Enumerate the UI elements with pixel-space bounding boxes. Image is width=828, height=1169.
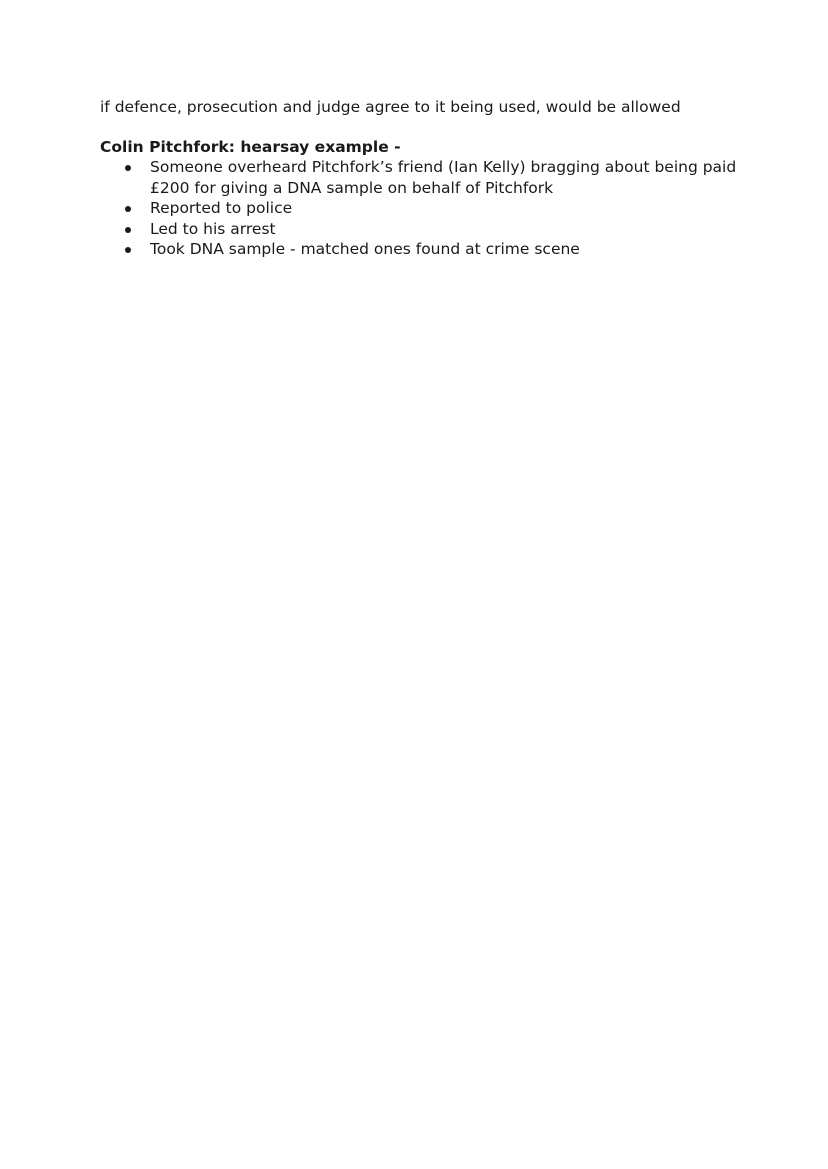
list-item xyxy=(100,157,740,198)
list-item-text: Took DNA sample - matched ones found at crime scene xyxy=(150,240,580,258)
section-heading: Colin Pitchfork: hearsay example - xyxy=(100,137,401,156)
list-item-text: Reported to police xyxy=(150,199,293,217)
bullet-icon xyxy=(125,206,131,212)
list-item xyxy=(100,239,740,260)
intro-line: if defence, prosecution and judge agree to it being used, would be allowed xyxy=(100,98,681,116)
bullet-icon xyxy=(125,247,131,253)
list-item-text: Someone overheard Pitchfork’s friend (Ian Kelly) bragging about being paid £200 for giving a DNA sample on behalf of Pitchfork xyxy=(150,158,737,197)
document-body xyxy=(100,97,740,260)
bullet-list xyxy=(100,157,740,260)
list-item-text: Led to his arrest xyxy=(150,219,276,238)
bullet-icon xyxy=(125,165,131,171)
list-item xyxy=(100,219,740,240)
list-item xyxy=(100,198,740,219)
bullet-icon xyxy=(125,227,131,233)
